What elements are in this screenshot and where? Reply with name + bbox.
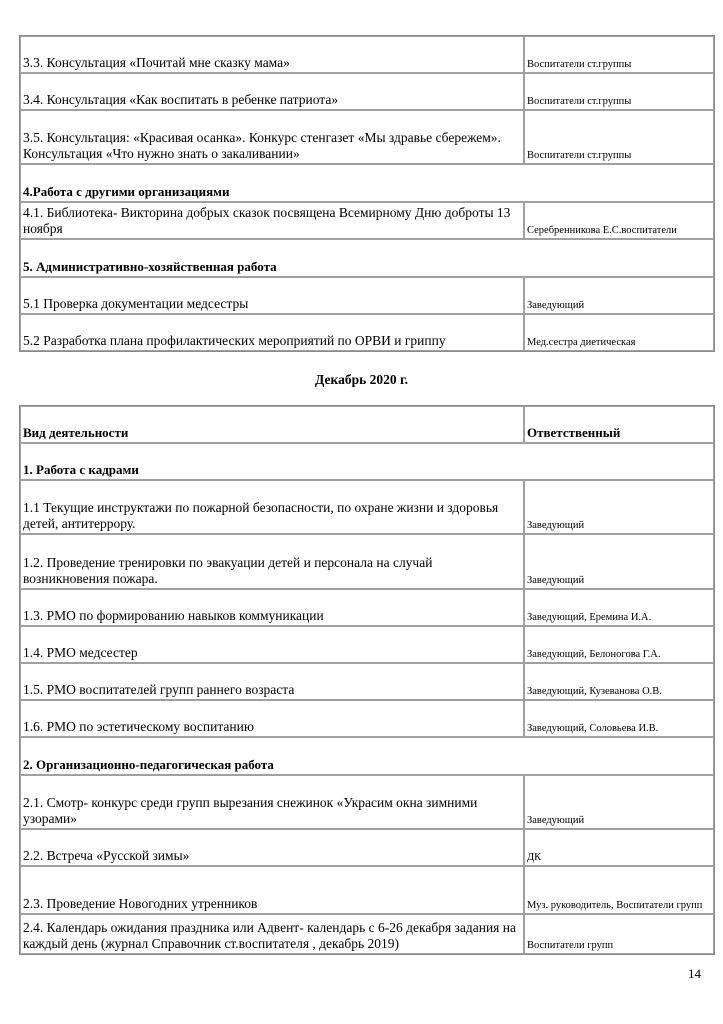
section-row — [20, 737, 714, 775]
month-heading: Декабрь 2020 г. — [315, 372, 408, 387]
table-row — [20, 36, 714, 73]
table-row — [20, 663, 714, 700]
table-row — [20, 73, 714, 110]
table-header-row — [20, 406, 714, 443]
section-row — [20, 239, 714, 277]
responsible-cell: Воспитатели ст.группы — [524, 110, 714, 164]
responsible-cell: Заведующий — [524, 534, 714, 589]
responsible-cell: Серебренникова Е.С.воспитатели — [524, 202, 714, 239]
activity-cell: 1.5. РМО воспитателей групп раннего возраста — [20, 663, 524, 700]
header-activity: Вид деятельности — [20, 406, 524, 443]
responsible-cell: Заведующий, Белоногова Г.А. — [524, 626, 714, 663]
table-row — [20, 110, 714, 164]
responsible-cell: Заведующий, Еремина И.А. — [524, 589, 714, 626]
table-row — [20, 914, 714, 954]
responsible-cell: Муз. руководитель, Воспитатели групп — [524, 866, 714, 914]
activity-cell: 2.1. Смотр- конкурс среди групп вырезания снежинок «Украсим окна зимними узорами» — [20, 775, 524, 829]
section-row — [20, 443, 714, 480]
activity-cell: 1.2. Проведение тренировки по эвакуации детей и персонала на случай возникновения пожара. — [20, 534, 524, 589]
table-row — [20, 202, 714, 239]
activity-cell: 5.1 Проверка документации медсестры — [20, 277, 524, 314]
responsible-cell: Воспитатели групп — [524, 914, 714, 954]
section-title: 2. Организационно-педагогическая работа — [20, 737, 714, 775]
responsible-cell: ДК — [524, 829, 714, 866]
section-title: 1. Работа с кадрами — [20, 443, 714, 480]
table-row — [20, 277, 714, 314]
page-number: 14 — [688, 966, 701, 981]
responsible-cell: Заведующий — [524, 775, 714, 829]
activity-cell: 1.6. РМО по эстетическому воспитанию — [20, 700, 524, 737]
responsible-cell: Мед.сестра диетическая — [524, 314, 714, 351]
table-row — [20, 700, 714, 737]
responsible-cell: Воспитатели ст.группы — [524, 73, 714, 110]
table-row — [20, 534, 714, 589]
table-row — [20, 626, 714, 663]
activity-cell: 2.2. Встреча «Русской зимы» — [20, 829, 524, 866]
responsible-cell: Воспитатели ст.группы — [524, 36, 714, 73]
section-row — [20, 164, 714, 202]
table-row — [20, 480, 714, 534]
activity-cell: 1.4. РМО медсестер — [20, 626, 524, 663]
plan-table-november — [19, 35, 715, 352]
activity-cell: 4.1. Библиотека- Викторина добрых сказок посвящена Всемирному Дню доброты 13 ноября — [20, 202, 524, 239]
responsible-cell: Заведующий — [524, 277, 714, 314]
responsible-cell: Заведующий — [524, 480, 714, 534]
activity-cell: 2.3. Проведение Новогодних утренников — [20, 866, 524, 914]
responsible-cell: Заведующий, Соловьева И.В. — [524, 700, 714, 737]
activity-cell: 3.4. Консультация «Как воспитать в ребенке патриота» — [20, 73, 524, 110]
table-row — [20, 866, 714, 914]
activity-cell: 1.3. РМО по формированию навыков коммуникации — [20, 589, 524, 626]
header-responsible: Ответственный — [524, 406, 714, 443]
table-row — [20, 829, 714, 866]
section-title: 5. Административно-хозяйственная работа — [20, 239, 714, 277]
plan-table-december — [19, 405, 715, 955]
activity-cell: 3.5. Консультация: «Красивая осанка». Конкурс стенгазет «Мы здравье сбережем». Консультация «Что нужно знать о закаливании» — [20, 110, 524, 164]
table-row — [20, 589, 714, 626]
table-row — [20, 775, 714, 829]
section-title: 4.Работа с другими организациями — [20, 164, 714, 202]
table-row — [20, 314, 714, 351]
activity-cell: 2.4. Календарь ожидания праздника или Адвент- календарь с 6-26 декабря задания на каждый день (журнал Справочник ст.воспитателя , декабрь 2019) — [20, 914, 524, 954]
activity-cell: 3.3. Консультация «Почитай мне сказку мама» — [20, 36, 524, 73]
activity-cell: 1.1 Текущие инструктажи по пожарной безопасности, по охране жизни и здоровья детей, антитеррору. — [20, 480, 524, 534]
activity-cell: 5.2 Разработка плана профилактических мероприятий по ОРВИ и гриппу — [20, 314, 524, 351]
responsible-cell: Заведующий, Кузеванова О.В. — [524, 663, 714, 700]
